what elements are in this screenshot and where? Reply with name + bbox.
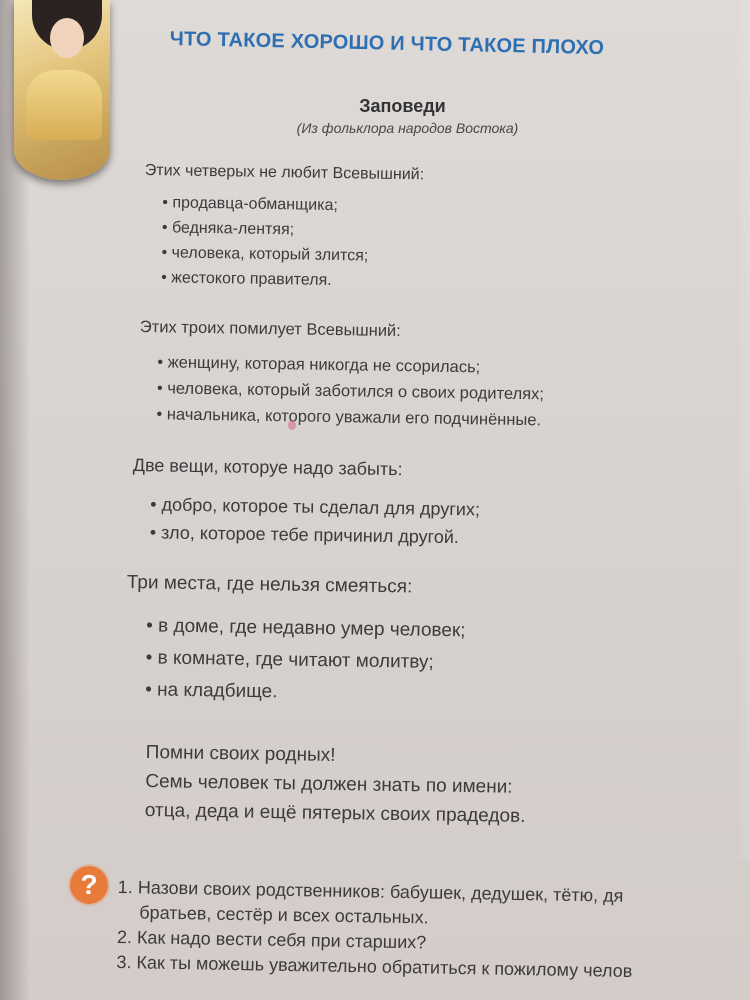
list-item: • на кладбище. bbox=[145, 674, 465, 711]
list-item: • продавца-обманщика; bbox=[162, 190, 424, 219]
section-two-things-forget bbox=[132, 455, 481, 551]
closing-line: Помни своих родных! bbox=[145, 741, 336, 766]
list-item: • жестокого правителя. bbox=[161, 265, 423, 294]
list-item: • в доме, где недавно умер человек; bbox=[146, 610, 466, 647]
list-item: • начальника, которого уважали его подчинённые. bbox=[156, 401, 543, 433]
bullet-list bbox=[150, 490, 481, 551]
question-item: 3. Как ты можешь уважительно обратиться к пожилому челов bbox=[116, 951, 633, 981]
question-item-continuation: братьев, сестёр и всех остальных. bbox=[139, 902, 429, 928]
list-item: • в комнате, где читают молитву; bbox=[145, 642, 465, 679]
list-item: • женщину, которая никогда не ссорилась; bbox=[157, 349, 544, 381]
section-heading: Две вещи, которуе надо забыть: bbox=[132, 455, 403, 480]
section-three-places bbox=[125, 572, 466, 711]
list-item: • бедняка-лентяя; bbox=[162, 215, 424, 244]
list-item: • зло, которое тебе причинил другой. bbox=[150, 518, 480, 551]
bullet-list bbox=[156, 349, 544, 433]
questions-block bbox=[116, 875, 634, 984]
page-title: ЧТО ТАКОЕ ХОРОШО И ЧТО ТАКОЕ ПЛОХО bbox=[169, 28, 605, 60]
question-item: 2. Как надо вести себя при старших? bbox=[116, 926, 427, 953]
list-item: • человека, который злится; bbox=[161, 240, 423, 269]
question-mark-icon: ? bbox=[70, 866, 108, 904]
section-three-pardoned bbox=[138, 318, 545, 433]
closing-line: отца, деда и ещё пятерых своих прадедов. bbox=[144, 799, 526, 827]
poem-title: Заповеди bbox=[359, 96, 446, 116]
section-heading: Три места, где нельзя смеяться: bbox=[126, 572, 413, 598]
list-item: • человека, который заботился о своих родителях; bbox=[157, 375, 544, 407]
page-fold-highlight bbox=[736, 0, 750, 860]
poem-subtitle: (Из фольклора народов Востока) bbox=[296, 120, 519, 136]
bullet-list bbox=[161, 190, 424, 294]
closing-line: Семь человек ты должен знать по имени: bbox=[145, 770, 513, 798]
section-four-disliked bbox=[143, 162, 424, 294]
list-item: • добро, которое ты сделал для других; bbox=[150, 490, 480, 523]
question-item: 1. Назови своих родственников: бабушек, дедушек, тётю, дя bbox=[117, 876, 624, 906]
section-heading: Этих четверых не любит Всевышний: bbox=[144, 162, 425, 184]
ink-smudge bbox=[288, 420, 296, 430]
closing-verse bbox=[145, 738, 527, 831]
bullet-list bbox=[145, 610, 466, 711]
section-heading: Этих троих помилует Всевышний: bbox=[139, 318, 401, 341]
questions-list bbox=[116, 875, 634, 984]
